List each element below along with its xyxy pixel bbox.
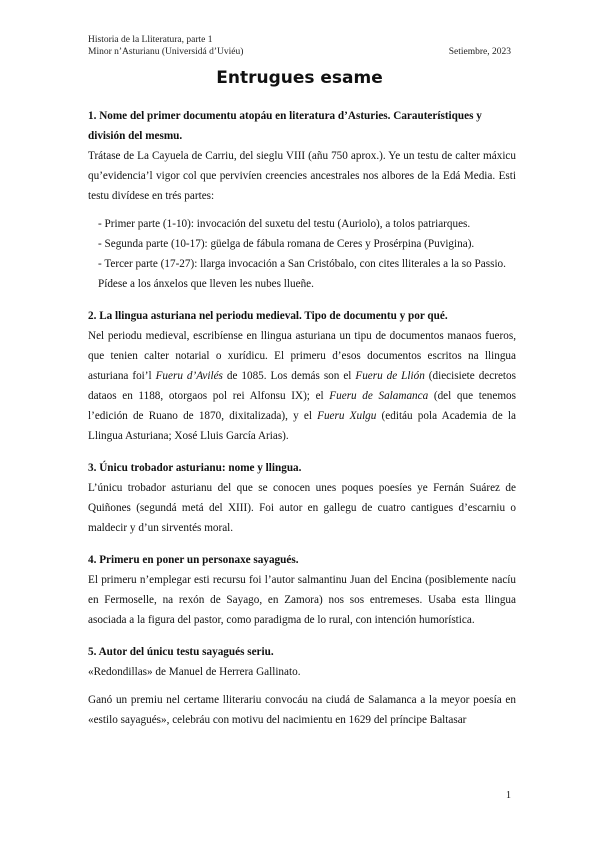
question-2-heading: 2. La llingua asturiana nel periodu medieval. Tipo de documentu y por qué.: [88, 310, 448, 322]
question-5-line: «Redondillas» de Manuel de Herrera Gallinato.: [88, 666, 301, 678]
question-4-text: El primeru n’emplegar esti recursu foi l’autor salmantinu Juan del Encina (posiblemente nacíu en Fermoselle, na rexón de Sayago, en Zamora) nos sos entremeses. Usaba esta llingua asociada a la figura del pastor, como paradigma de lo rural, con intención humorística.: [88, 574, 516, 626]
header-date: Setiembre, 2023: [448, 47, 511, 57]
question-1-intro: Trátase de La Cayuela de Carriu, del sieglu VIII (añu 750 aprox.). Ye un testu de calter máxicu qu’evidencia’l vigor col que pervivíen creencies ancestrales nos albores de la Edá Media. Esti testu divídese en trés partes:: [88, 150, 516, 202]
question-3-text: L’únicu trobador asturianu del que se conocen unes poques poesíes ye Fernán Suárez de Quiñones (segundá metá del XIII). Foi autor en gallegu de cuatro cantigues d’escarniu o maldecir y d’un sirventés moral.: [88, 482, 516, 534]
question-1-item: - Tercer parte (17-27): llarga invocación a San Cristóbalo, con cites lliterales a la so Passio. Pídese a los ánxelos que lleven les nubes llueñe.: [98, 258, 506, 290]
fuero-salamanca-title: Fueru de Salamanca: [329, 390, 429, 402]
header-program: Minor n’Asturianu (Universidá d’Uviéu): [88, 47, 244, 57]
document-body: [88, 106, 516, 730]
question-2-text: Nel periodu medieval, escribíense en llingua asturiana un tipu de documentos manaos fueros, que tenien calter notarial o xurídicu. El primeru d’esos documentos escritos na llingua asturiana foi’l Fueru d’Avilés de 1085. Los demás son el Fueru de Llión (diecisiete decretos dataos en 1188, otorgaos pol rei Alfonsu IX); el Fueru de Salamanca (del que tenemos l’edición de Ruano de 1870, dixitalizada), y el Fueru Xulgu (editáu pola Academia de la Llingua Asturiana; Xosé Lluis García Arias).: [88, 330, 516, 442]
question-1-item: - Primer parte (1-10): invocación del suxetu del testu (Auriolo), a tolos patriarques.: [98, 218, 471, 230]
page-number: 1: [506, 790, 511, 801]
question-5-text: Ganó un premiu nel certame lliterariu convocáu na ciudá de Salamanca a la meyor poesía en «estilo sayagués», celebráu con motivu del nacimientu en 1629 del príncipe Baltasar: [88, 694, 516, 726]
fuero-aviles-title: Fueru d’Avilés: [155, 370, 223, 382]
page-title: Entrugues esame: [216, 68, 383, 88]
question-1-heading: 1. Nome del primer documentu atopáu en literatura d’Asturies. Carauterístiques y división del mesmu.: [88, 110, 482, 142]
question-3-heading: 3. Únicu trobador asturianu: nome y llingua.: [88, 462, 302, 474]
question-5-heading: 5. Autor del únicu testu sayagués seriu.: [88, 646, 274, 658]
question-1-item: - Segunda parte (10-17): güelga de fábula romana de Ceres y Prosérpina (Puvigina).: [98, 238, 475, 250]
fueru-xulgu-title: Fueru Xulgu: [317, 410, 377, 422]
header-course: Historia de la Lliteratura, parte 1: [88, 35, 213, 45]
fuero-llion-title: Fueru de Llión: [355, 370, 425, 382]
question-4-heading: 4. Primeru en poner un personaxe sayagués.: [88, 554, 299, 566]
